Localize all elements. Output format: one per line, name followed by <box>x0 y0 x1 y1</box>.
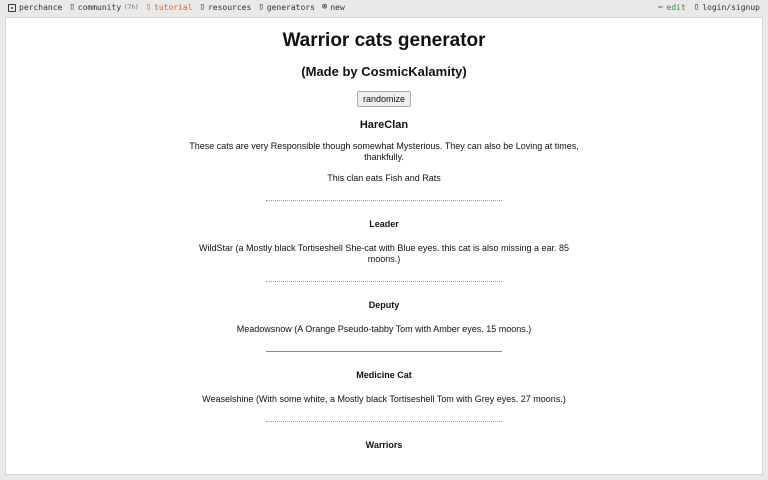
community-icon: ▯ <box>69 2 75 12</box>
deputy-heading: Deputy <box>368 300 400 310</box>
section-divider <box>266 200 502 201</box>
nav-login-label: login/signup <box>702 3 760 12</box>
nav-new-link[interactable] <box>322 3 345 12</box>
section-divider <box>266 421 502 422</box>
top-nav-bar <box>0 0 768 16</box>
deputy-description: Meadowsnow (A Orange Pseudo-tabby Tom with Amber eyes. 15 moons.) <box>236 324 532 334</box>
medicine-cat-heading: Medicine Cat <box>356 370 412 380</box>
section-divider <box>266 281 502 282</box>
randomize-button[interactable]: randomize <box>357 91 411 107</box>
nav-edit-link[interactable] <box>658 3 686 12</box>
nav-left-group <box>8 3 345 12</box>
page-subtitle: (Made by CosmicKalamity) <box>301 64 467 79</box>
nav-right-group <box>658 3 760 12</box>
nav-tutorial-label: tutorial <box>154 3 193 12</box>
nav-community-label: community <box>77 3 122 12</box>
tutorial-icon: ▯ <box>145 2 152 12</box>
community-count: (7h) <box>124 4 139 11</box>
nav-tutorial-link[interactable] <box>146 3 193 12</box>
generator-output-panel <box>5 17 763 475</box>
medicine-cat-description: Weaselshine (With some white, a Mostly black Tortiseshell Tom with Grey eyes. 27 moons.) <box>202 394 566 404</box>
section-divider <box>266 351 502 352</box>
nav-generators-label: generators <box>266 3 315 12</box>
page-title: Warrior cats generator <box>282 30 486 51</box>
clan-name: HareClan <box>359 119 409 131</box>
dice-icon <box>8 4 16 12</box>
nav-community-link[interactable] <box>69 3 138 12</box>
leader-heading: Leader <box>369 219 399 229</box>
user-icon: ▯ <box>693 2 700 12</box>
plus-circle-icon: ⊕ <box>321 2 328 12</box>
generators-icon: ▯ <box>258 2 264 12</box>
nav-home-label: perchance <box>19 3 63 12</box>
generator-content <box>184 30 584 451</box>
nav-login-link[interactable] <box>694 3 760 12</box>
warriors-heading: Warriors <box>365 440 403 450</box>
nav-new-label: new <box>330 3 345 12</box>
nav-generators-link[interactable] <box>258 3 315 12</box>
nav-resources-label: resources <box>207 3 252 12</box>
nav-home-link[interactable] <box>8 3 62 12</box>
leader-description: WildStar (a Mostly black Tortiseshell She-cat with Blue eyes. this cat is also missing a ear. 85 moons.) <box>199 243 569 264</box>
nav-edit-label: edit <box>666 3 686 12</box>
pencil-icon: ✏ <box>658 2 664 12</box>
resources-icon: ▯ <box>199 2 205 12</box>
clan-diet: This clan eats Fish and Rats <box>327 173 441 183</box>
clan-description: These cats are very Responsible though somewhat Mysterious. They can also be Loving at times, thankfully. <box>189 141 579 162</box>
nav-resources-link[interactable] <box>200 3 252 12</box>
